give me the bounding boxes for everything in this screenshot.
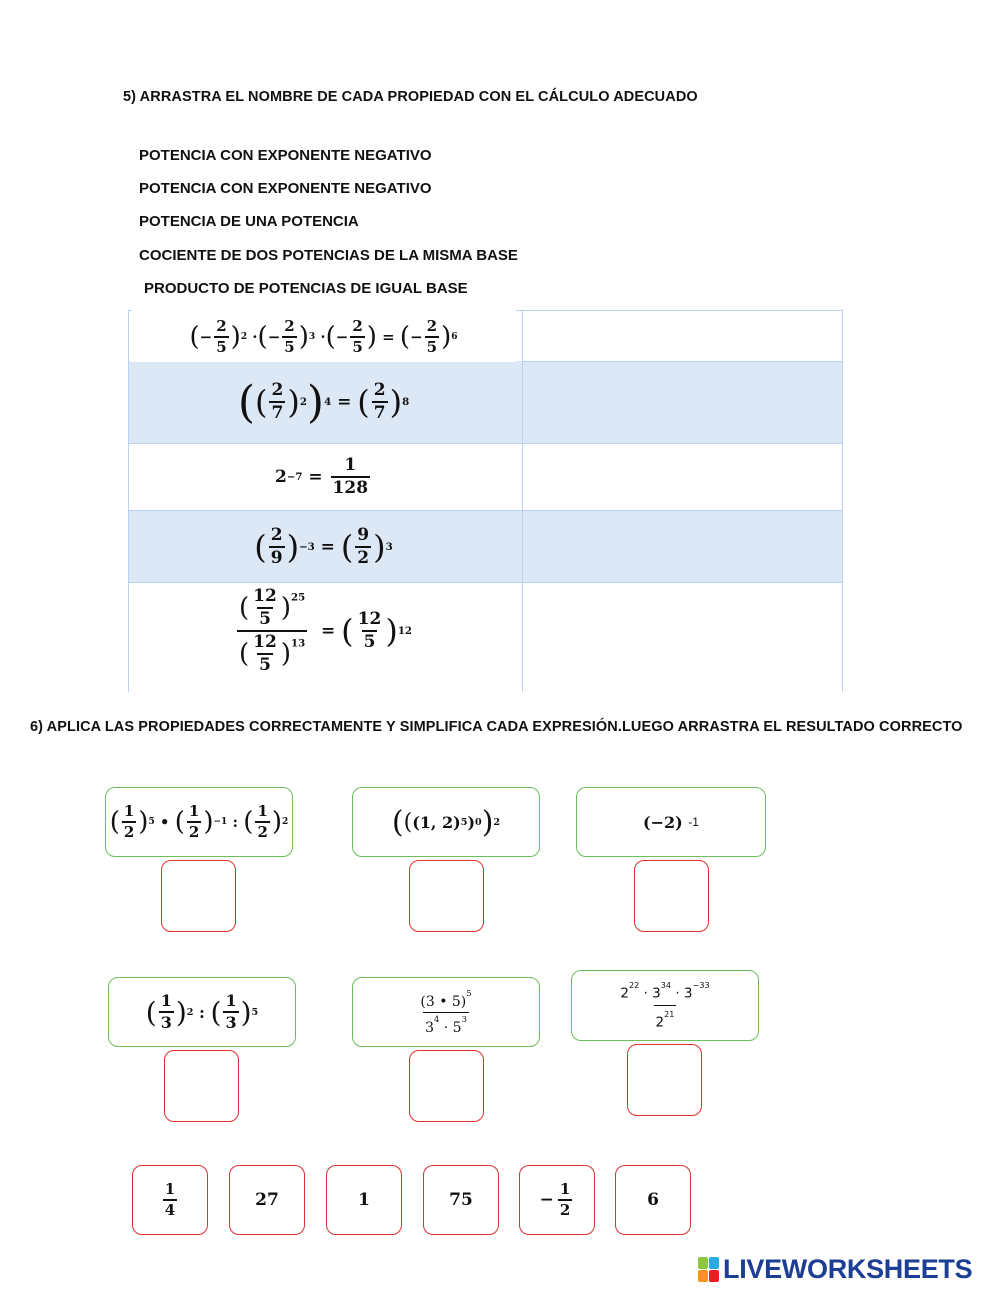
answer-drop-box[interactable] bbox=[627, 1044, 702, 1116]
expression-box: $\frac{(3 • 5)^5}{3^4 \cdot 5^3}$ bbox=[352, 977, 540, 1047]
expression-power-of-power: ( ( $\frac{2}{7}$ ) 2 ) 4 = ( $\frac{2}{7}$ ) 8 bbox=[237, 376, 410, 428]
property-drop-zone[interactable] bbox=[523, 444, 842, 510]
answer-drop-box[interactable] bbox=[409, 860, 484, 932]
answer-drop-box[interactable] bbox=[161, 860, 236, 932]
answer-chip[interactable]: $\frac{1}{4}$ bbox=[132, 1165, 208, 1235]
property-label[interactable]: POTENCIA DE UNA POTENCIA bbox=[139, 213, 359, 230]
expression-box: ( $\frac{1}{3}$ ) 2 : ( $\frac{1}{3}$ ) 5 bbox=[108, 977, 296, 1047]
property-drop-zone[interactable] bbox=[523, 511, 842, 582]
property-label[interactable]: POTENCIA CON EXPONENTE NEGATIVO bbox=[139, 147, 432, 164]
answer-drop-box[interactable] bbox=[634, 860, 709, 932]
property-drop-zone[interactable] bbox=[523, 583, 842, 691]
answer-chip[interactable]: 1 bbox=[326, 1165, 402, 1235]
answer-chip[interactable]: 75 bbox=[423, 1165, 499, 1235]
logo-mark-icon bbox=[698, 1257, 719, 1282]
answer-drop-box[interactable] bbox=[409, 1050, 484, 1122]
expression-negative-exponent-fraction: ( $\frac{2}{9}$ ) −3 = ( $\frac{9}{2}$ ) 3 bbox=[254, 524, 393, 568]
section5-heading: 5) ARRASTRA EL NOMBRE DE CADA PROPIEDAD CON EL CÁLCULO ADECUADO bbox=[123, 89, 698, 105]
expression-box: ( ( (1, 2) 5 ) 0 ) 2 bbox=[352, 787, 540, 857]
expression-negative-exponent: 2 −7 = $\frac{1}{128}$ bbox=[274, 455, 369, 498]
property-label[interactable]: COCIENTE DE DOS POTENCIAS DE LA MISMA BASE bbox=[139, 247, 518, 264]
property-label[interactable]: POTENCIA CON EXPONENTE NEGATIVO bbox=[139, 180, 432, 197]
property-drop-zone[interactable] bbox=[523, 311, 842, 361]
property-label[interactable]: PRODUCTO DE POTENCIAS DE IGUAL BASE bbox=[144, 280, 468, 297]
answer-chip[interactable]: 27 bbox=[229, 1165, 305, 1235]
property-drop-zone[interactable] bbox=[523, 362, 842, 443]
section6-heading: 6) APLICA LAS PROPIEDADES CORRECTAMENTE Y SIMPLIFICA CADA EXPRESIÓN.LUEGO ARRASTRA EL RESULTADO CORRECTO bbox=[30, 719, 963, 735]
answer-chip[interactable]: − $\frac{1}{2}$ bbox=[519, 1165, 595, 1235]
logo-text: LIVEWORKSHEETS bbox=[723, 1254, 973, 1284]
answer-chip[interactable]: 6 bbox=[615, 1165, 691, 1235]
expression-box: $\frac{2^{22} \cdot 3^{34} \cdot 3^{-33}}{2^{21}}$ bbox=[571, 970, 759, 1041]
expression-product: ( − $\frac{2}{5}$ ) 2 · ( − $\frac{2}{5}$ ) 3 · ( − $\frac{2}{5}$ ) = ( − $\frac{2}{5}$ ) 6 bbox=[189, 317, 458, 356]
liveworksheets-logo bbox=[698, 1254, 972, 1285]
expression-quotient: ( $\frac{12}{5}$ )$^{25}$ ( $\frac{12}{5}$ )$^{13}$ = ( $\frac{12}{5}$ ) 12 bbox=[239, 585, 412, 675]
expression-box: ( $\frac{1}{2}$ ) 5 • ( $\frac{1}{2}$ ) −1 : ( $\frac{1}{2}$ ) 2 bbox=[105, 787, 293, 857]
expression-box: (−2) -1 bbox=[576, 787, 766, 857]
answer-drop-box[interactable] bbox=[164, 1050, 239, 1122]
